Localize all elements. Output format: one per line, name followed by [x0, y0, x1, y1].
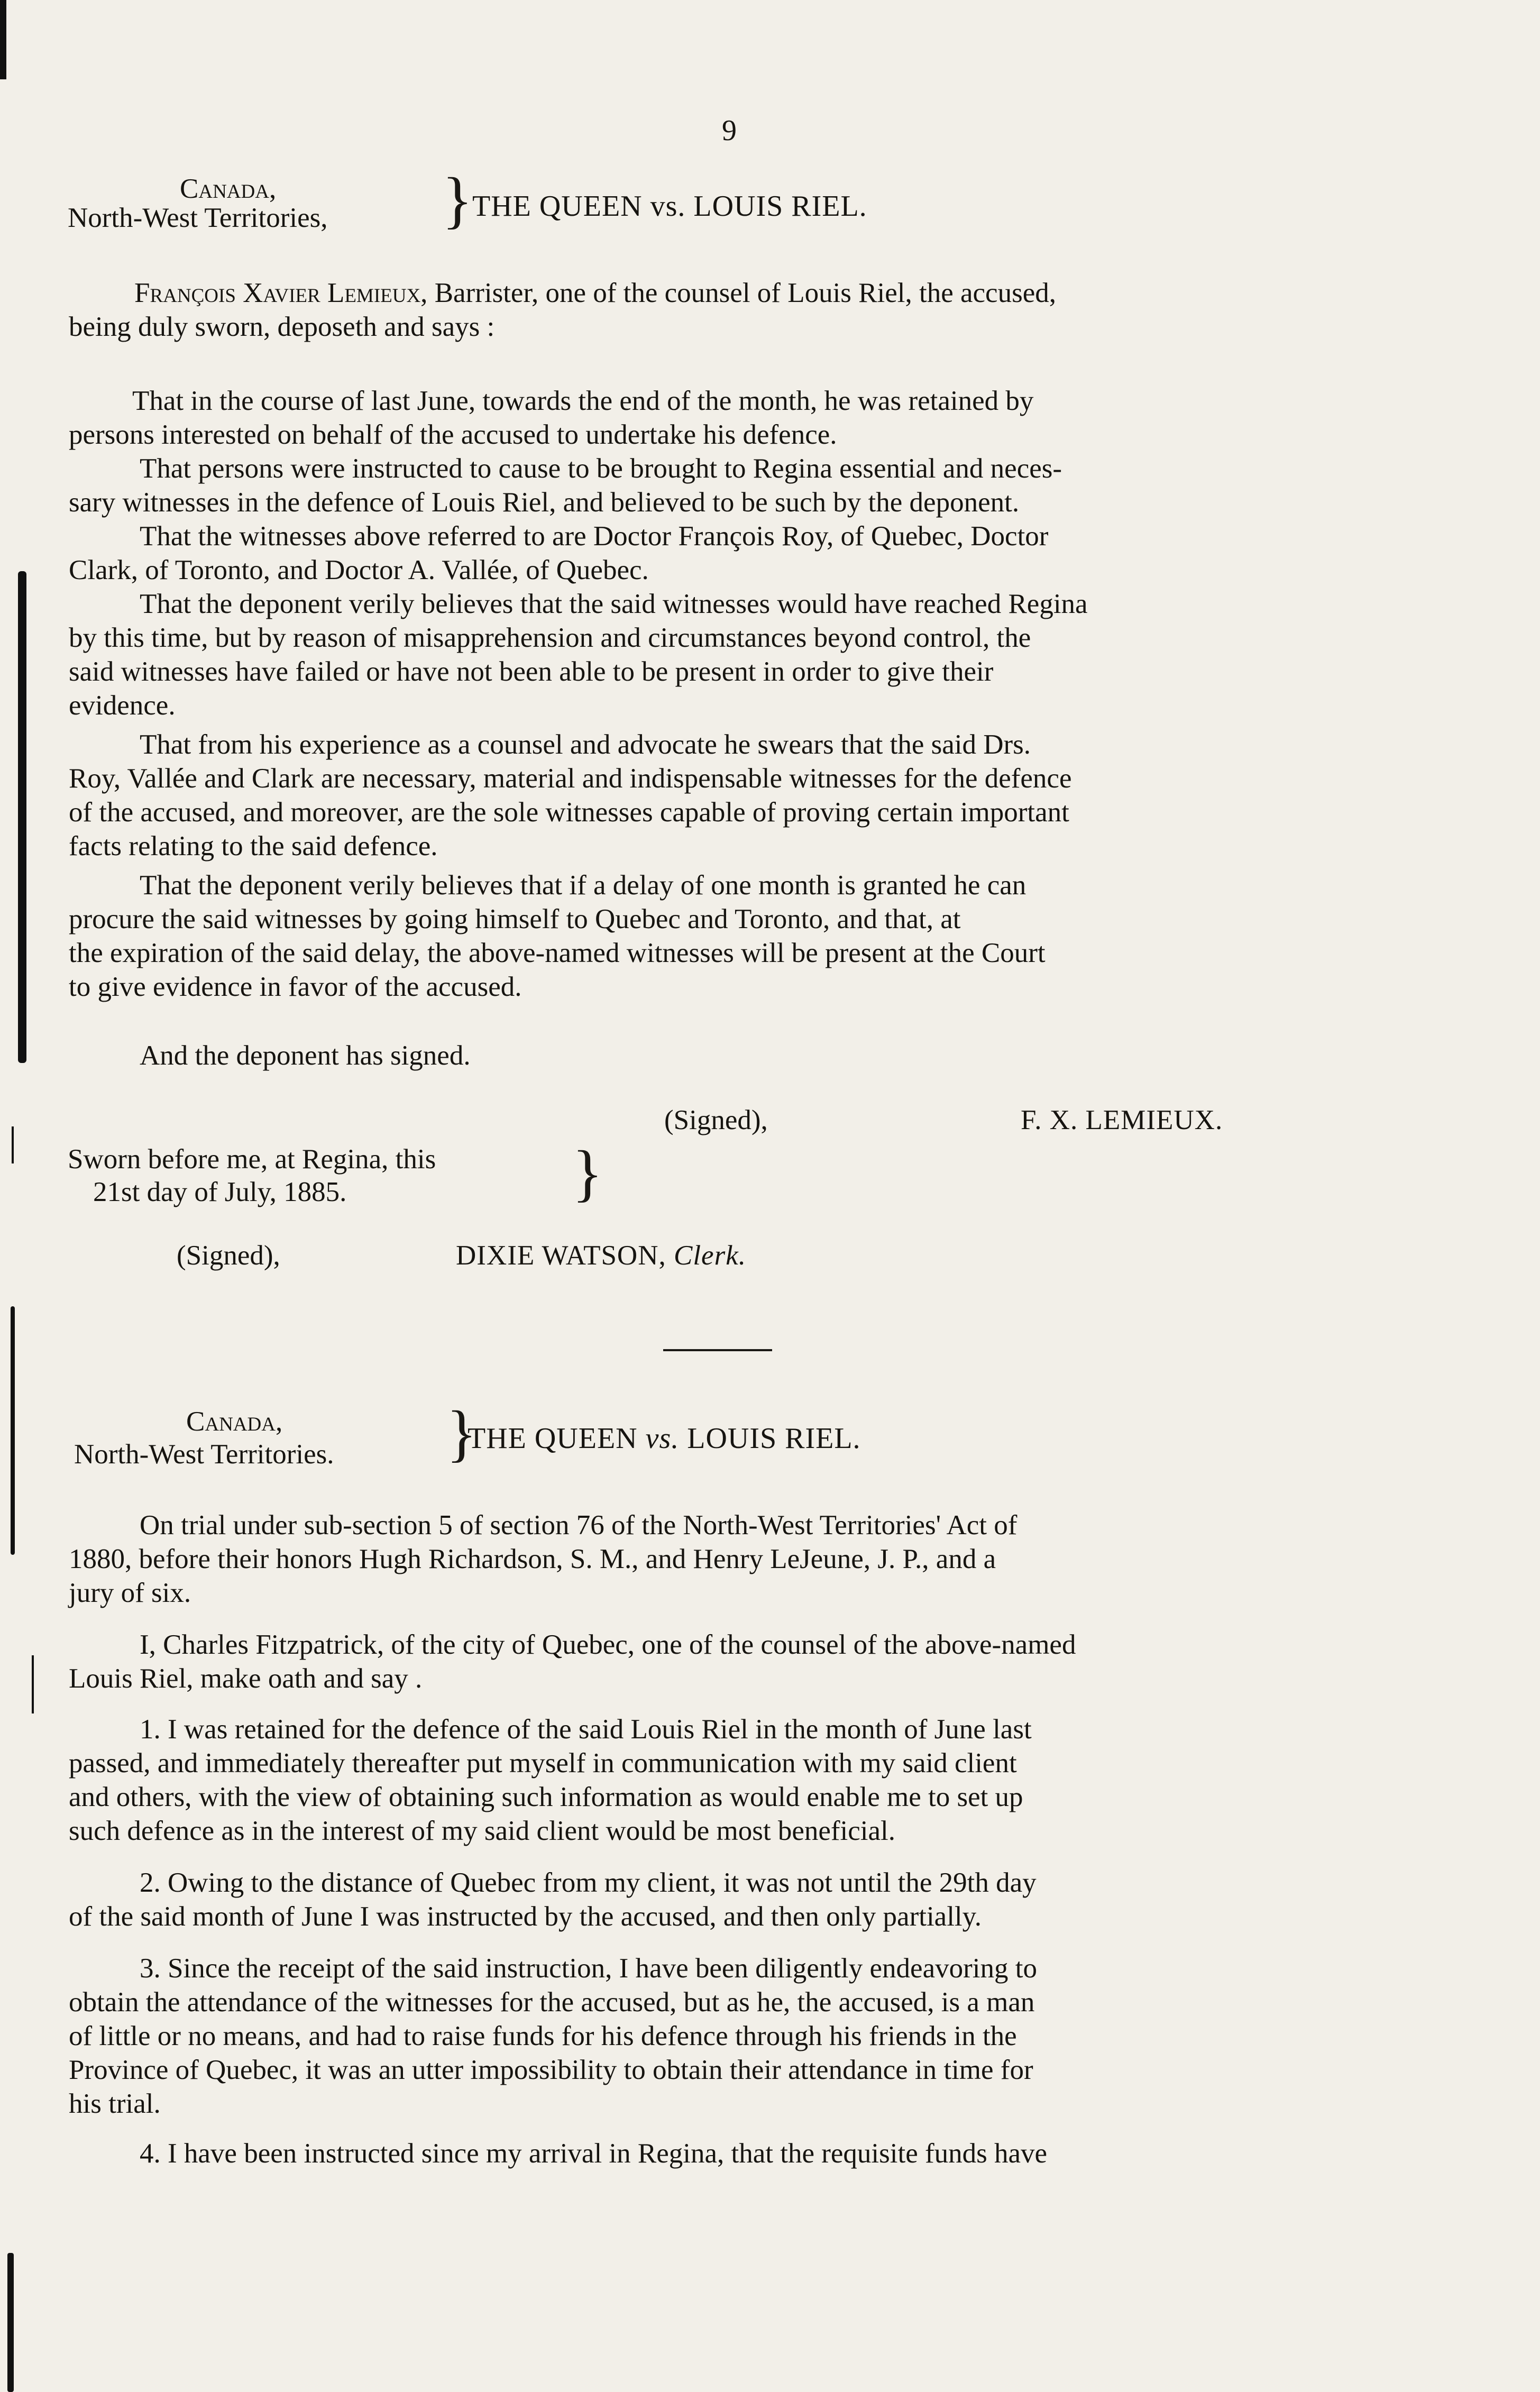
body-line: Province of Quebec, it was an utter impossibility to obtain their attendance in time for	[69, 2055, 1033, 2085]
para-line: said witnesses have failed or have not been able to be present in order to give their	[69, 656, 994, 687]
signatory-name: F. X. LEMIEUX.	[1021, 1105, 1223, 1135]
para-line: the expiration of the said delay, the above-named witnesses will be present at the Court	[69, 938, 1046, 968]
para-line: That the deponent verily believes that if a delay of one month is granted he can	[140, 870, 1026, 901]
para-line: That in the course of last June, towards the end of the month, he was retained by	[132, 386, 1034, 416]
jurisdiction-line-2: North-West Territories,	[68, 203, 328, 233]
para-line: procure the said witnesses by going himself to Quebec and Toronto, and that, at	[69, 904, 961, 934]
margin-mark	[32, 1655, 34, 1713]
clerk-signed-label: (Signed),	[177, 1240, 280, 1271]
body-line: 4. I have been instructed since my arrival in Regina, that the requisite funds have	[140, 2138, 1048, 2169]
para-line: persons interested on behalf of the accused to undertake his defence.	[69, 419, 837, 450]
para-line: of the accused, and moreover, are the sole witnesses capable of proving certain important	[69, 797, 1069, 828]
body-line: I, Charles Fitzpatrick, of the city of Quebec, one of the counsel of the above-named	[140, 1629, 1076, 1660]
body-line: 1. I was retained for the defence of the said Louis Riel in the month of June last	[140, 1714, 1032, 1745]
affidavit-intro-line-1	[134, 276, 1056, 310]
para-line: sary witnesses in the defence of Louis Riel, and believed to be such by the deponent.	[69, 487, 1020, 518]
jurisdiction-line-1: Canada,	[186, 1406, 283, 1437]
header-brace: }	[442, 164, 473, 235]
signed-statement: And the deponent has signed.	[140, 1040, 471, 1071]
margin-mark	[0, 0, 6, 79]
intro-text: Barrister, one of the counsel of Louis Riel, the accused,	[427, 278, 1056, 308]
para-line: That from his experience as a counsel and advocate he swears that the said Drs.	[140, 729, 1031, 760]
clerk-title: Clerk.	[673, 1240, 746, 1271]
margin-mark	[12, 1126, 14, 1163]
para-line: Roy, Vallée and Clark are necessary, material and indispensable witnesses for the defence	[69, 763, 1072, 794]
body-line: Louis Riel, make oath and say .	[69, 1663, 423, 1694]
sworn-brace: }	[572, 1138, 603, 1208]
para-line: That the witnesses above referred to are Doctor François Roy, of Quebec, Doctor	[140, 521, 1049, 552]
body-line: and others, with the view of obtaining such information as would enable me to set up	[69, 1782, 1023, 1812]
margin-mark	[18, 571, 26, 1063]
affidavit-intro-line-2: being duly sworn, deposeth and says :	[69, 311, 495, 342]
para-line: evidence.	[69, 690, 176, 721]
jurisdiction-line-1: Canada,	[180, 173, 277, 204]
deponent-name: François Xavier Lemieux,	[134, 278, 428, 308]
body-line: 2. Owing to the distance of Quebec from my client, it was not until the 29th day	[140, 1867, 1037, 1898]
body-line: jury of six.	[69, 1578, 191, 1608]
case-title	[468, 1422, 861, 1455]
clerk-name: DIXIE WATSON,	[456, 1240, 666, 1271]
para-line: to give evidence in favor of the accused.	[69, 972, 522, 1002]
para-line: facts relating to the said defence.	[69, 831, 438, 862]
body-line: 1880, before their honors Hugh Richardson, S. M., and Henry LeJeune, J. P., and a	[69, 1544, 996, 1574]
body-line: of the said month of June I was instructed by the accused, and then only partially.	[69, 1901, 982, 1932]
body-line: 3. Since the receipt of the said instruction, I have been diligently endeavoring to	[140, 1953, 1037, 1984]
body-line: of little or no means, and had to raise funds for his defence through his friends in the	[69, 2021, 1017, 2051]
header-brace: }	[446, 1398, 477, 1468]
margin-mark	[11, 1306, 15, 1555]
page-number: 9	[722, 114, 737, 147]
para-line: Clark, of Toronto, and Doctor A. Vallée, of Quebec.	[69, 555, 649, 585]
body-line: passed, and immediately thereafter put myself in communication with my said client	[69, 1748, 1017, 1779]
margin-mark	[7, 2253, 14, 2392]
jurisdiction-line-2: North-West Territories.	[74, 1439, 334, 1470]
sworn-line-2: 21st day of July, 1885.	[93, 1177, 347, 1207]
signed-label: (Signed),	[664, 1105, 768, 1135]
body-line: obtain the attendance of the witnesses for the accused, but as he, the accused, is a man	[69, 1987, 1035, 2018]
section-divider	[663, 1349, 772, 1351]
case-title-suffix: LOUIS RIEL.	[679, 1422, 861, 1455]
para-line: by this time, but by reason of misapprehension and circumstances beyond control, the	[69, 622, 1031, 653]
body-line: his trial.	[69, 2088, 161, 2119]
body-line: such defence as in the interest of my said client would be most beneficial.	[69, 1816, 896, 1846]
sworn-line-1: Sworn before me, at Regina, this	[68, 1144, 436, 1175]
case-title: THE QUEEN vs. LOUIS RIEL.	[472, 190, 867, 223]
case-title-prefix: THE QUEEN	[468, 1422, 646, 1455]
case-title-vs: vs.	[645, 1422, 680, 1455]
para-line: That persons were instructed to cause to be brought to Regina essential and neces-	[140, 453, 1062, 484]
clerk-signature	[456, 1239, 746, 1272]
para-line: That the deponent verily believes that the said witnesses would have reached Regina	[140, 589, 1088, 619]
body-line: On trial under sub-section 5 of section 76 of the North-West Territories' Act of	[140, 1510, 1018, 1541]
